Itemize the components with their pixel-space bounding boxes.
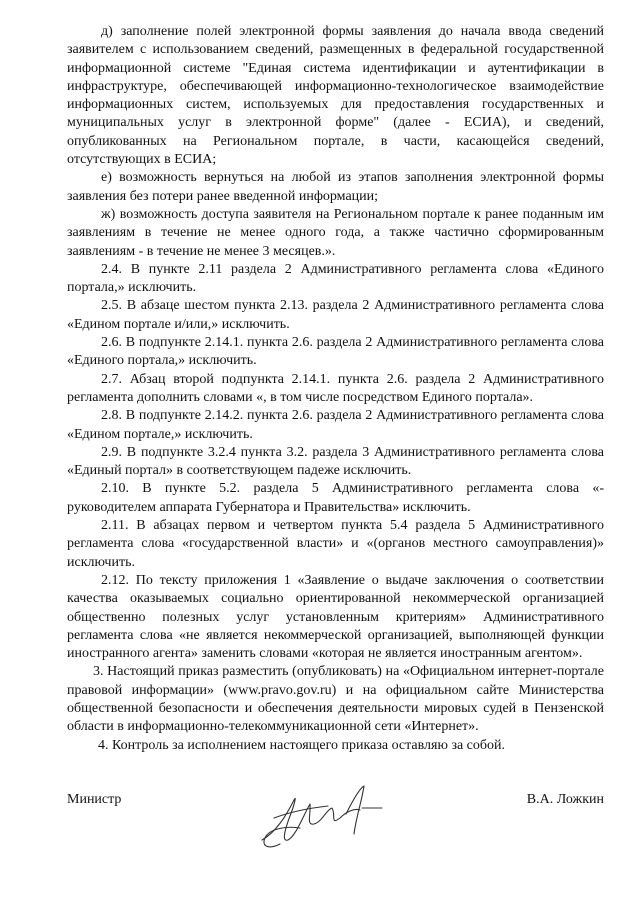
paragraph-2-7: 2.7. Абзац второй подпункта 2.14.1. пункта 2.6. раздела 2 Административного регламента дополнить словами «, в том числе посредством Единого портала». xyxy=(67,371,604,405)
document-body xyxy=(67,23,604,755)
paragraph-2-11: 2.11. В абзацах первом и четвертом пункта 5.4 раздела 5 Административного регламента слова «государственной власти» и «(органов местного самоуправления)» исключить. xyxy=(67,518,604,570)
paragraph-2-6: 2.6. В подпункте 2.14.1. пункта 2.6. раздела 2 Административного регламента слова «Единого портала,» исключить. xyxy=(67,335,604,369)
paragraph-2-9: 2.9. В подпункте 3.2.4 пункта 3.2. раздела 3 Административного регламента слова «Единый портал» в соответствующем падеже исключить. xyxy=(67,444,604,479)
paragraph-zh-access: ж) возможность доступа заявителя на Региональном портале к ранее поданным им заявлениям в течение не менее одного года, а также частично сформированным заявлениям - в течение не менее 3 месяцев.». xyxy=(67,206,604,259)
paragraph-2-5: 2.5. В абзаце шестом пункта 2.13. раздела 2 Административного регламента слова «Едином портале и/или,» исключить. xyxy=(67,298,604,332)
handwritten-signature-icon xyxy=(250,778,390,858)
paragraph-e-return: е) возможность вернуться на любой из этапов заполнения электронной формы заявления без потери ранее введенной информации; xyxy=(67,170,604,204)
paragraph-d-esia: д) заполнение полей электронной формы заявления до начала ввода сведений заявителем с использованием сведений, размещенных в федеральной государственной информационной системе "Единая система идентификации и аутентификации в инфраструктуре, обеспечивающей информационно-технологическое взаимодействие информационных систем, используемых для предоставления государственных и муниципальных услуг в электронной форме" (далее - ЕСИА), и сведений, опубликованных на Региональном портале, в части, касающейся сведений, отсутствующих в ЕСИА; xyxy=(67,24,604,168)
paragraph-2-4: 2.4. В пункте 2.11 раздела 2 Административного регламента слова «Единого портала,» исключить. xyxy=(67,261,604,296)
paragraph-3-publish: 3. Настоящий приказ разместить (опубликовать) на «Официальном интернет-портале правовой информации» (www.pravo.gov.ru) и на официальном сайте Министерства общественной безопасности и обеспечения деятельности мировых судей в Пензенской области в информационно-телекоммуникационной сети «Интернет». xyxy=(67,664,604,735)
paragraph-4-control: 4. Контроль за исполнением настоящего приказа оставляю за собой. xyxy=(98,737,506,753)
paragraph-2-12: 2.12. По тексту приложения 1 «Заявление о выдаче заключения о соответствии качества оказываемых социально ориентированной некоммерческой организацией общественно полезных услуг установленным критериям» Административного регламента слова «не является некоммерческой организацией, выполняющей функции иностранного агента» заменить словами «которая не является иностранным агентом». xyxy=(67,572,604,662)
signatory-name: В.А. Ложкин xyxy=(526,792,604,807)
paragraph-2-8: 2.8. В подпункте 2.14.2. пункта 2.6. раздела 2 Административного регламента слова «Едином портале,» исключить. xyxy=(67,408,604,442)
paragraph-2-10: 2.10. В пункте 5.2. раздела 5 Административного регламента слова «-руководителем аппарата Губернатора и Правительства» исключить. xyxy=(67,481,604,515)
signatory-title: Министр xyxy=(67,792,122,807)
